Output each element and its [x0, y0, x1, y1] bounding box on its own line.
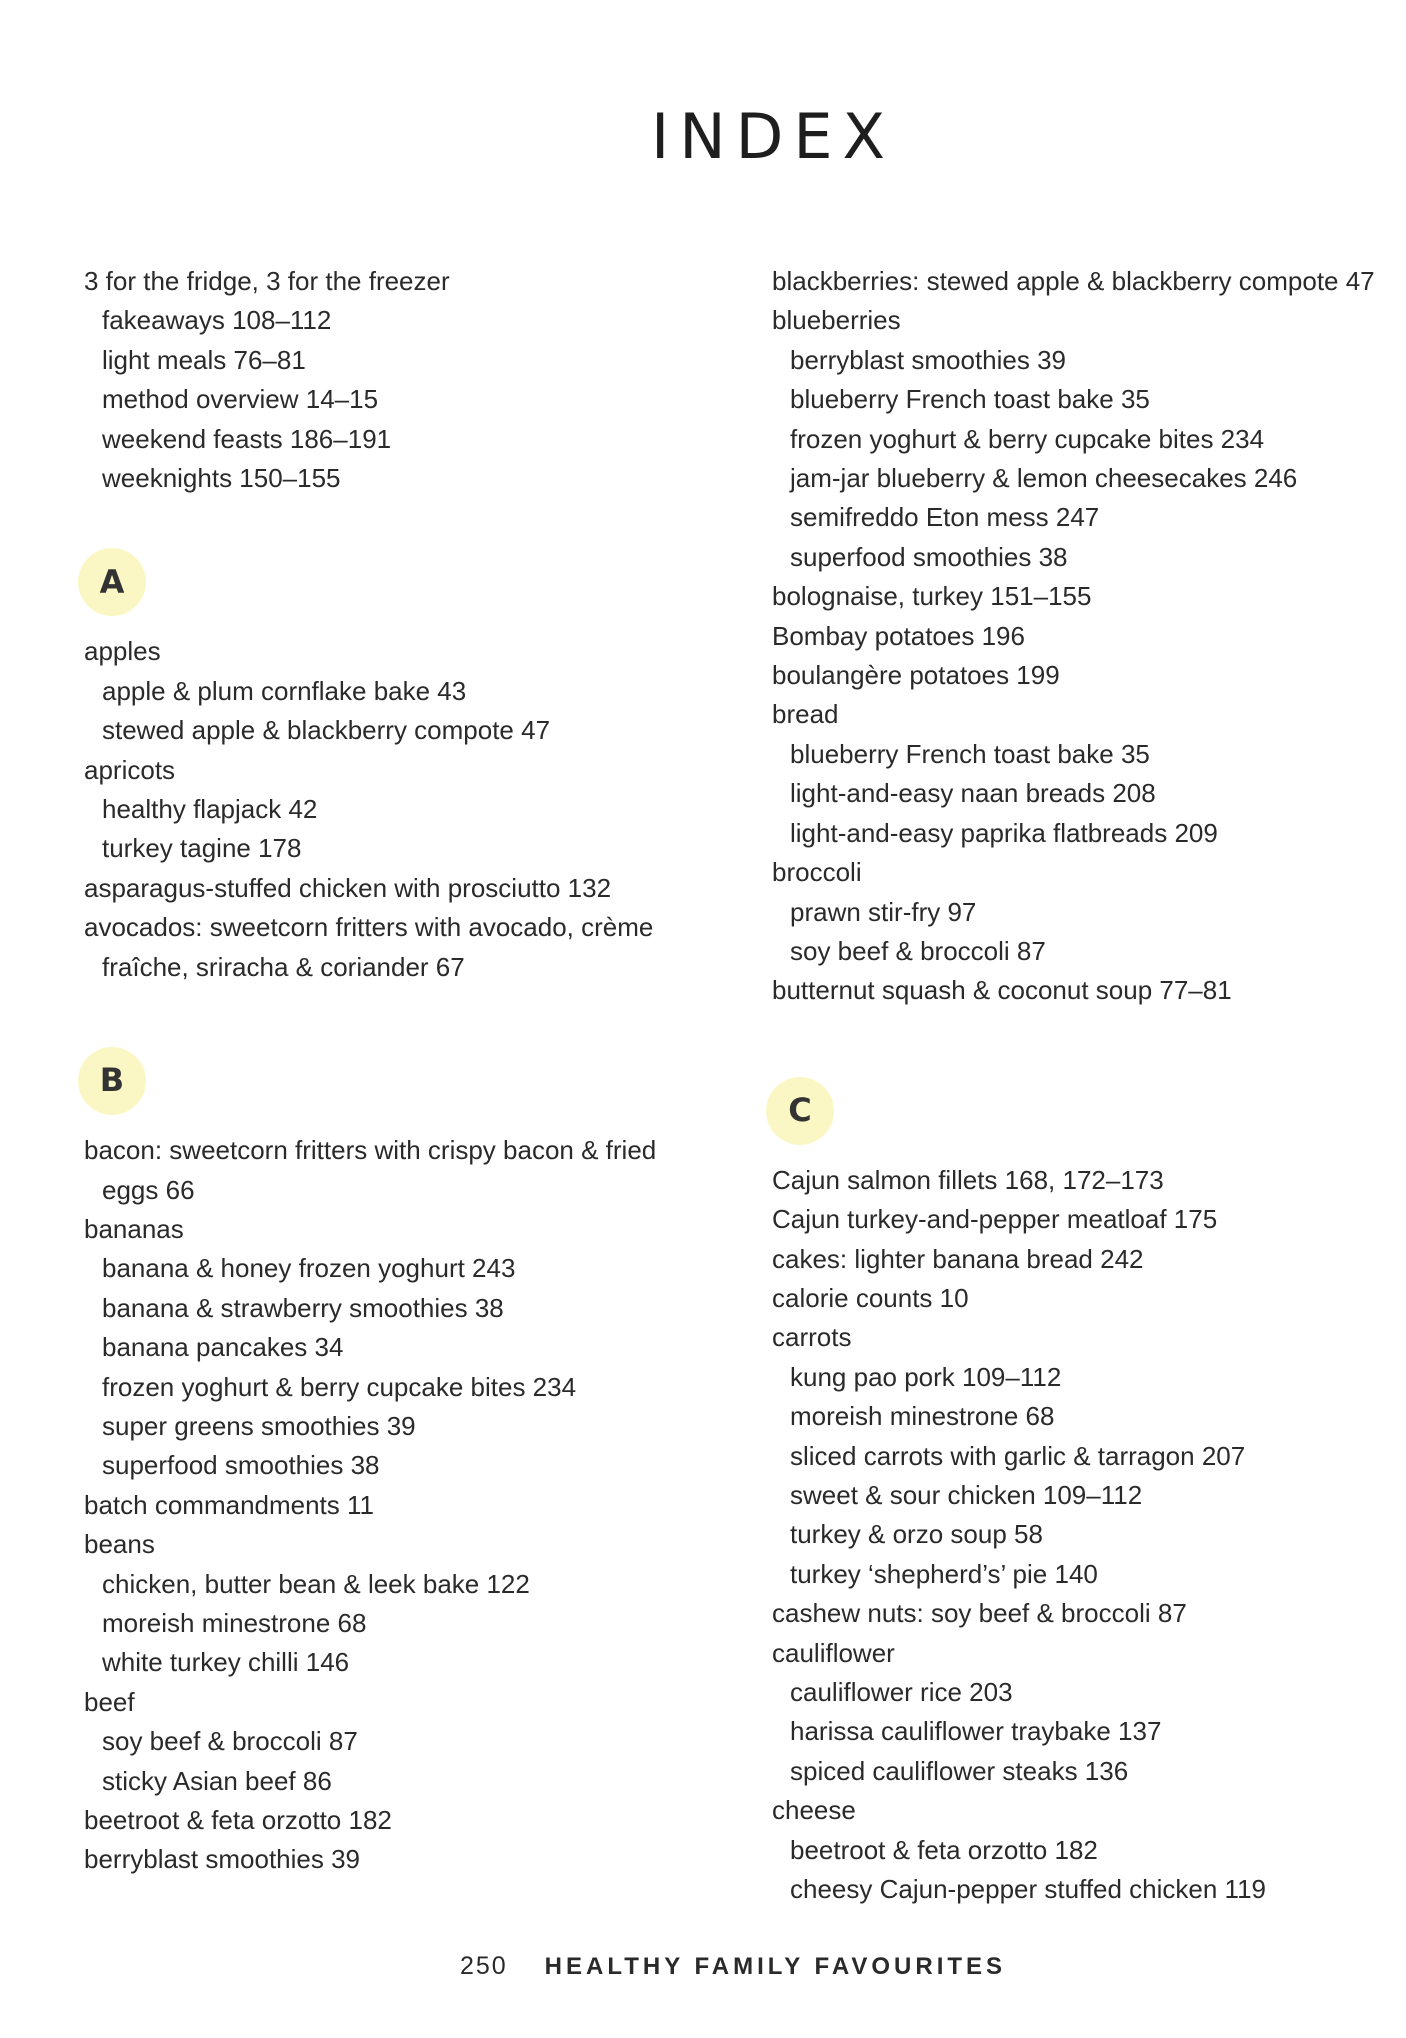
index-entry: avocados: sweetcorn fritters with avocado, crème [84, 912, 654, 943]
index-section-b [84, 1047, 724, 1880]
index-entry: beetroot & feta orzotto 182 [84, 1805, 392, 1835]
index-subentry: stewed apple & blackberry compote 47 [102, 715, 551, 746]
index-section-a [84, 548, 724, 987]
index-subentry: superfood smoothies 38 [102, 1450, 380, 1481]
index-subentry: healthy flapjack 42 [102, 794, 318, 825]
index-subentry: kung pao pork 109–112 [790, 1361, 1062, 1392]
index-subentry: weeknights 150–155 [102, 463, 341, 494]
index-subentry: method overview 14–15 [102, 384, 379, 415]
index-subentry: harissa cauliflower traybake 137 [790, 1716, 1162, 1747]
index-subentry: beetroot & feta orzotto 182 [790, 1834, 1098, 1865]
index-subentry: moreish minestrone 68 [790, 1401, 1055, 1432]
index-entry: batch commandments 11 [84, 1489, 374, 1520]
index-entry: apricots [84, 754, 176, 785]
index-entry: beef [84, 1686, 135, 1717]
index-entry: carrots [772, 1322, 852, 1353]
index-subentry: chicken, butter bean & leek bake 122 [102, 1568, 530, 1599]
index-section-intro [772, 262, 1392, 1011]
index-entry: berryblast smoothies 39 [84, 1844, 361, 1875]
index-subentry: frozen yoghurt & berry cupcake bites 234 [102, 1371, 577, 1402]
index-column-right [772, 262, 1392, 1909]
index-entry: Bombay potatoes 196 [772, 620, 1025, 651]
index-section-c [772, 1077, 1392, 1910]
page-number: 250 [460, 1952, 508, 1980]
index-subentry: sliced carrots with garlic & tarragon 207 [790, 1440, 1246, 1471]
index-subentry: fakeaways 108–112 [102, 305, 332, 336]
index-entry: butternut squash & coconut soup 77–81 [772, 975, 1232, 1006]
index-entry: Cajun salmon fillets 168, 172–173 [772, 1164, 1164, 1195]
index-subentry: prawn stir-fry 97 [790, 896, 977, 927]
index-entry: cashew nuts: soy beef & broccoli 87 [772, 1598, 1187, 1629]
index-entry: bread [772, 699, 839, 730]
index-column-left [84, 262, 724, 1880]
index-subentry: frozen yoghurt & berry cupcake bites 234 [790, 423, 1265, 454]
index-subentry: turkey tagine 178 [102, 833, 302, 864]
index-entry: bacon: sweetcorn fritters with crispy bacon & fried [84, 1135, 657, 1166]
index-subentry: moreish minestrone 68 [102, 1607, 367, 1638]
index-subentry: superfood smoothies 38 [790, 541, 1068, 572]
index-entry: blackberries: stewed apple & blackberry compote 47 [772, 266, 1375, 296]
index-entry: asparagus-stuffed chicken with prosciutto 132 [84, 872, 612, 903]
index-subentry: apple & plum cornflake bake 43 [102, 675, 467, 706]
index-subentry: jam-jar blueberry & lemon cheesecakes 246 [790, 463, 1298, 494]
index-subentry: eggs 66 [102, 1174, 195, 1205]
index-subentry: semifreddo Eton mess 247 [790, 502, 1100, 533]
index-subentry: light-and-easy naan breads 208 [790, 778, 1156, 809]
index-subentry: light-and-easy paprika flatbreads 209 [790, 817, 1218, 848]
page-footer [460, 1952, 1006, 1981]
index-entry: apples [84, 636, 161, 667]
index-subentry: light meals 76–81 [102, 344, 306, 375]
index-subentry: banana pancakes 34 [102, 1332, 344, 1363]
index-entry: cheese [772, 1795, 856, 1826]
index-subentry: cauliflower rice 203 [790, 1677, 1013, 1707]
index-entry: cakes: lighter banana bread 242 [772, 1243, 1144, 1274]
index-entry: broccoli [772, 857, 862, 888]
index-entry: beans [84, 1529, 155, 1560]
index-subentry: turkey & orzo soup 58 [790, 1519, 1043, 1550]
index-entry: 3 for the fridge, 3 for the freezer [84, 266, 450, 296]
index-entry: calorie counts 10 [772, 1282, 969, 1313]
index-entry: bolognaise, turkey 151–155 [772, 581, 1092, 612]
index-entry: boulangère potatoes 199 [772, 660, 1060, 691]
index-subentry: spiced cauliflower steaks 136 [790, 1755, 1129, 1786]
index-subentry: fraîche, sriracha & coriander 67 [102, 951, 465, 982]
section-letter: B [78, 1047, 146, 1115]
index-subentry: cheesy Cajun-pepper stuffed chicken 119 [790, 1874, 1267, 1905]
index-subentry: blueberry French toast bake 35 [790, 384, 1150, 415]
page-title: INDEX [650, 100, 896, 173]
index-subentry: weekend feasts 186–191 [102, 423, 392, 454]
index-subentry: soy beef & broccoli 87 [102, 1726, 358, 1757]
index-subentry: banana & honey frozen yoghurt 243 [102, 1253, 516, 1284]
index-entry: cauliflower [772, 1637, 895, 1668]
index-subentry: white turkey chilli 146 [102, 1647, 350, 1678]
index-subentry: sticky Asian beef 86 [102, 1765, 332, 1796]
index-subentry: soy beef & broccoli 87 [790, 935, 1046, 966]
index-subentry: turkey ‘shepherd’s’ pie 140 [790, 1558, 1098, 1589]
index-entry: Cajun turkey-and-pepper meatloaf 175 [772, 1204, 1218, 1235]
index-subentry: berryblast smoothies 39 [790, 344, 1067, 375]
index-subentry: banana & strawberry smoothies 38 [102, 1292, 504, 1323]
section-letter: A [78, 548, 146, 616]
index-entry: blueberries [772, 305, 901, 336]
book-title: HEALTHY FAMILY FAVOURITES [544, 1953, 1007, 1980]
index-subentry: super greens smoothies 39 [102, 1410, 416, 1441]
index-entry: bananas [84, 1213, 184, 1244]
index-subentry: blueberry French toast bake 35 [790, 738, 1150, 769]
section-letter: C [766, 1077, 834, 1145]
index-subentry: sweet & sour chicken 109–112 [790, 1479, 1143, 1510]
index-section-intro [84, 262, 724, 498]
